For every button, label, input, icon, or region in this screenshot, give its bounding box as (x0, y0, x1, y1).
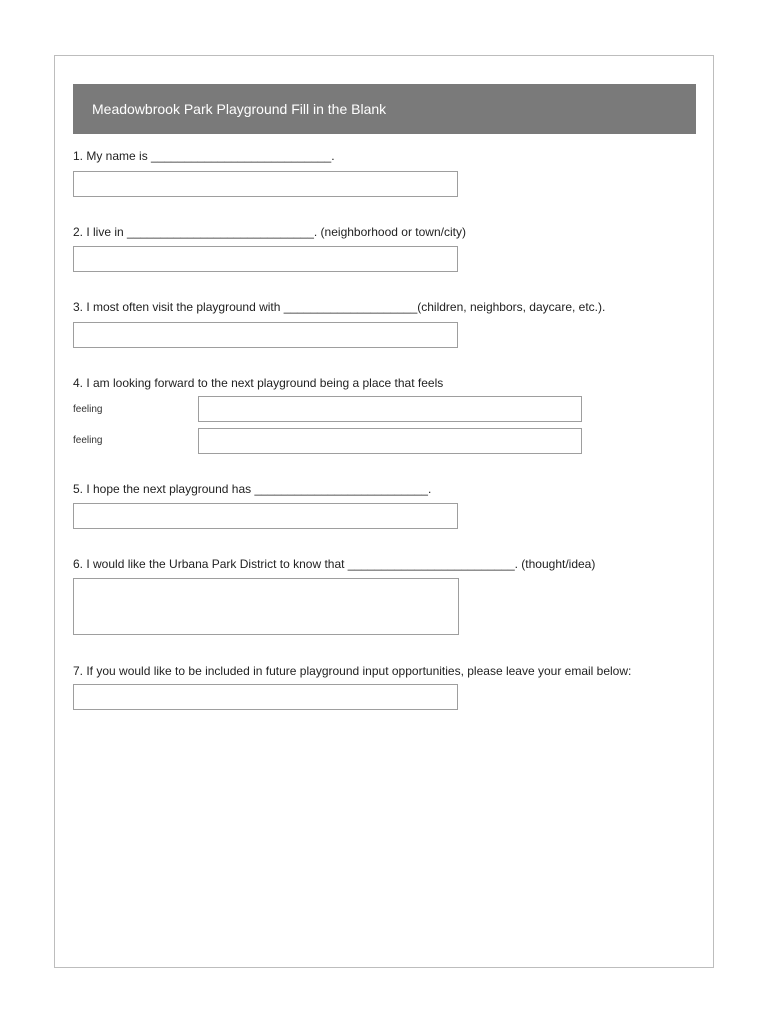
hope-has-field[interactable] (73, 503, 458, 529)
neighborhood-field[interactable] (73, 246, 458, 272)
question-6-label: 6. I would like the Urbana Park District to know that _________________________. (thought/idea) (73, 557, 596, 571)
name-field[interactable] (73, 171, 458, 197)
email-field[interactable] (73, 684, 458, 710)
question-2-label: 2. I live in ____________________________. (neighborhood or town/city) (73, 225, 466, 239)
form-header (73, 84, 696, 134)
form-title: Meadowbrook Park Playground Fill in the Blank (92, 101, 387, 117)
question-5-label: 5. I hope the next playground has __________________________. (73, 482, 432, 496)
thought-idea-textarea[interactable] (73, 578, 459, 635)
feeling-field-2[interactable] (198, 428, 582, 454)
question-3-label: 3. I most often visit the playground with ____________________(children, neighbors, daycare, etc.). (73, 300, 606, 314)
question-7-label: 7. If you would like to be included in future playground input opportunities, please leave your email below: (73, 664, 632, 678)
feeling-label-2: feeling (73, 435, 103, 446)
feeling-field-1[interactable] (198, 396, 582, 422)
feeling-label-1: feeling (73, 404, 103, 415)
visit-with-field[interactable] (73, 322, 458, 348)
question-4-label: 4. I am looking forward to the next playground being a place that feels (73, 376, 444, 390)
question-1-label: 1. My name is ___________________________. (73, 149, 335, 163)
